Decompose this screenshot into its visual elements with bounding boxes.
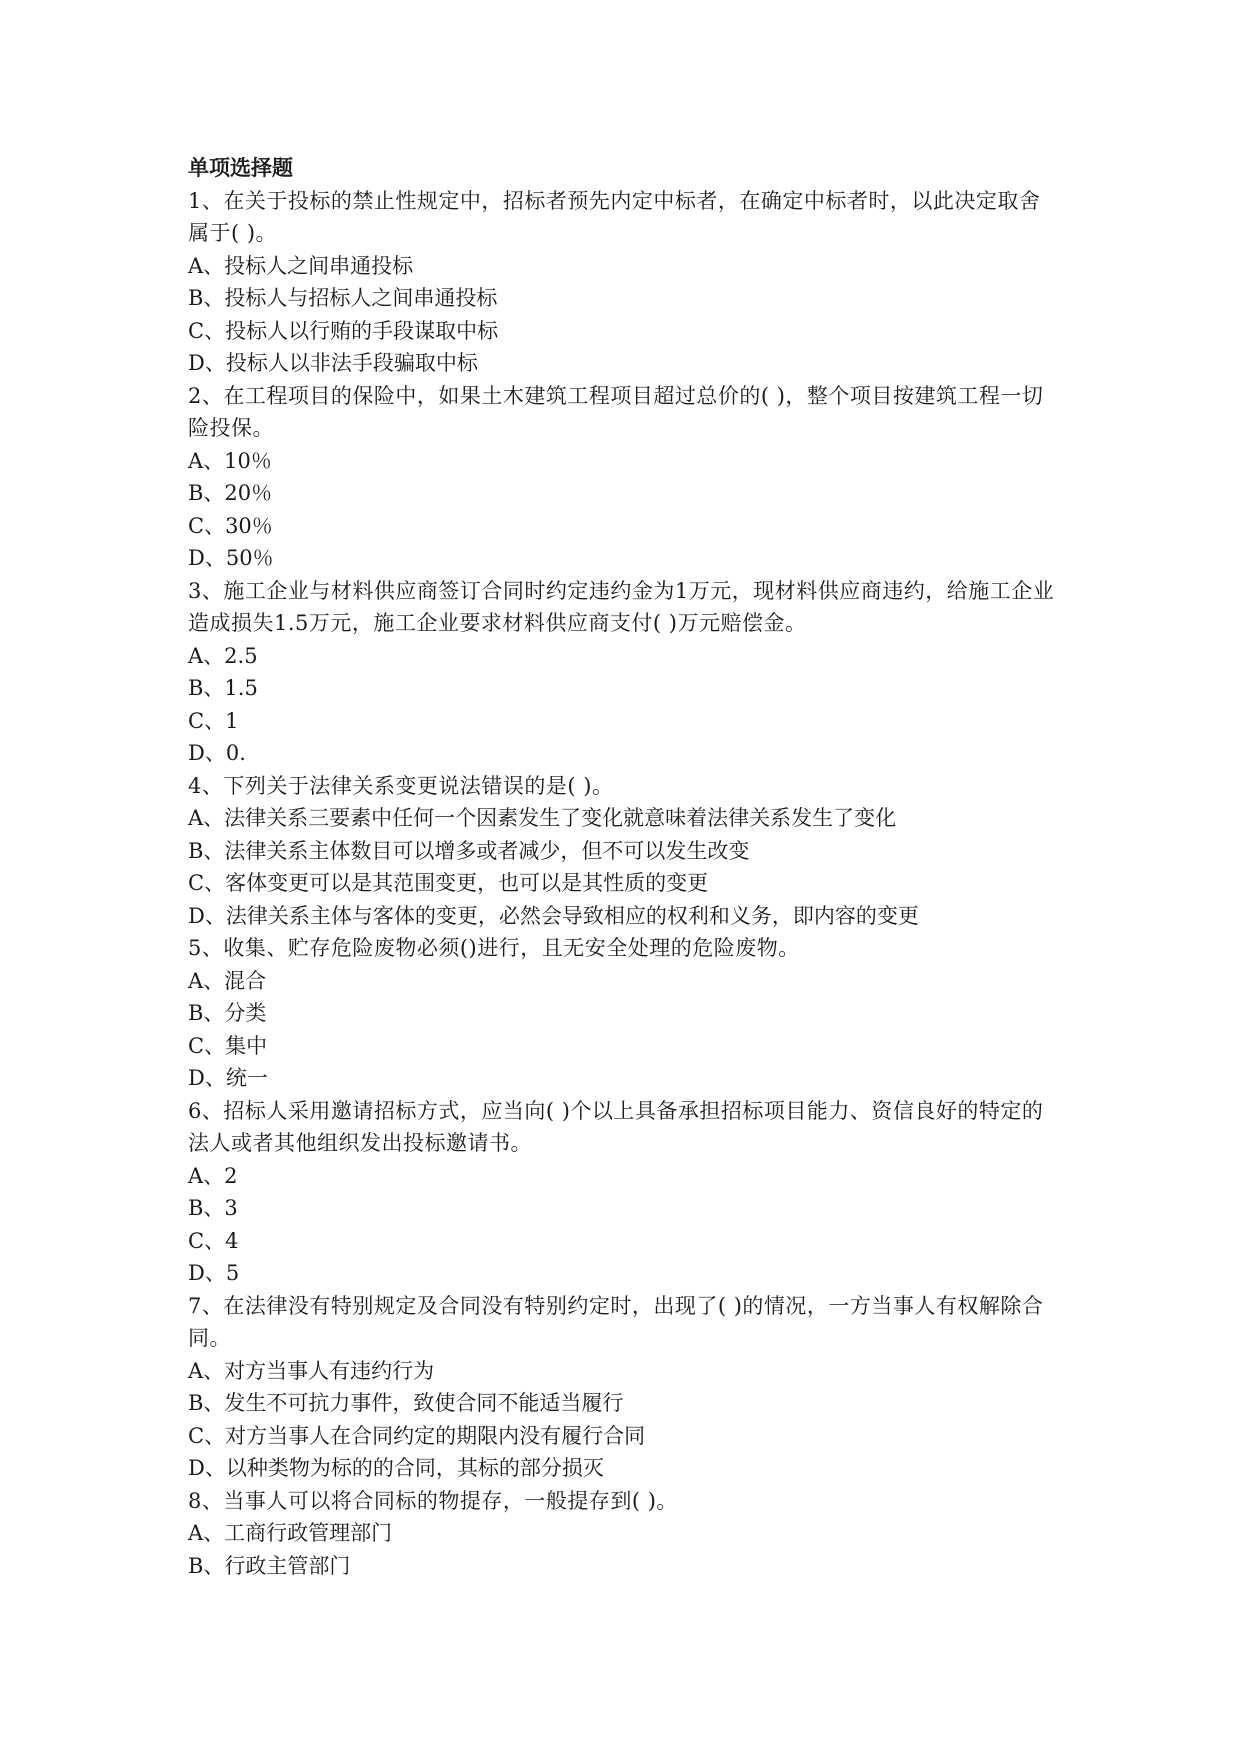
question-3	[188, 575, 1058, 770]
answer-option: B、1.5	[188, 676, 258, 700]
question-2	[188, 380, 1058, 575]
answer-option: B、行政主管部门	[188, 1553, 351, 1578]
question-5	[188, 932, 1058, 1095]
answer-option: D、5	[188, 1261, 240, 1285]
question-stem: 3、施工企业与材料供应商签订合同时约定违约金为1万元，现材料供应商违约，给施工企业造成损失1.5万元，施工企业要求材料供应商支付( )万元赔偿金。	[188, 578, 1055, 635]
section-title: 单项选择题	[188, 155, 293, 180]
question-list	[188, 185, 1058, 1583]
answer-option: C、投标人以行贿的手段谋取中标	[188, 318, 499, 343]
answer-option: B、发生不可抗力事件，致使合同不能适当履行	[188, 1391, 624, 1415]
answer-option: B、分类	[188, 1001, 267, 1025]
answer-option: A、混合	[188, 968, 267, 993]
answer-option: C、4	[188, 1228, 239, 1253]
answer-option: A、法律关系三要素中任何一个因素发生了变化就意味着法律关系发生了变化	[188, 806, 897, 830]
answer-option: A、2.5	[188, 643, 258, 668]
answer-option: C、客体变更可以是其范围变更，也可以是其性质的变更	[188, 871, 709, 895]
question-4	[188, 770, 1058, 933]
answer-option: A、10％	[188, 448, 272, 473]
answer-option: B、投标人与招标人之间串通投标	[188, 286, 498, 310]
answer-option: D、统一	[188, 1066, 268, 1090]
answer-option: D、50％	[188, 546, 274, 570]
answer-option: B、20％	[188, 481, 273, 505]
answer-option: C、30％	[188, 513, 273, 538]
answer-option: D、投标人以非法手段骗取中标	[188, 351, 478, 375]
question-stem: 7、在法律没有特别规定及合同没有特别约定时，出现了( )的情况，一方当事人有权解除合同。	[188, 1293, 1044, 1350]
answer-option: A、2	[188, 1163, 238, 1188]
answer-option: A、工商行政管理部门	[188, 1521, 393, 1545]
answer-option: D、法律关系主体与客体的变更，必然会导致相应的权利和义务，即内容的变更	[188, 903, 919, 928]
question-8	[188, 1485, 1058, 1583]
answer-option: D、0.	[188, 741, 246, 765]
answer-option: A、对方当事人有违约行为	[188, 1358, 435, 1383]
question-6	[188, 1095, 1058, 1290]
question-stem: 6、招标人采用邀请招标方式，应当向( )个以上具备承担招标项目能力、资信良好的特定的法人或者其他组织发出投标邀请书。	[188, 1098, 1044, 1155]
question-stem: 5、收集、贮存危险废物必须()进行，且无安全处理的危险废物。	[188, 936, 800, 960]
question-1	[188, 185, 1058, 380]
answer-option: B、3	[188, 1196, 238, 1220]
question-stem: 8、当事人可以将合同标的物提存，一般提存到( )。	[188, 1488, 678, 1513]
answer-option: D、以种类物为标的的合同，其标的部分损灭	[188, 1456, 604, 1480]
answer-option: B、法律关系主体数目可以增多或者减少，但不可以发生改变	[188, 838, 750, 863]
question-stem: 2、在工程项目的保险中，如果土木建筑工程项目超过总价的( )，整个项目按建筑工程一切险投保。	[188, 383, 1044, 440]
question-7	[188, 1290, 1058, 1485]
answer-option: C、集中	[188, 1033, 268, 1058]
document-page	[188, 152, 1058, 1582]
answer-option: C、1	[188, 708, 239, 733]
answer-option: A、投标人之间串通投标	[188, 253, 414, 278]
question-stem: 1、在关于投标的禁止性规定中，招标者预先内定中标者，在确定中标者时，以此决定取舍属于( )。	[188, 188, 1041, 245]
answer-option: C、对方当事人在合同约定的期限内没有履行合同	[188, 1423, 646, 1448]
question-stem: 4、下列关于法律关系变更说法错误的是( )。	[188, 773, 614, 798]
